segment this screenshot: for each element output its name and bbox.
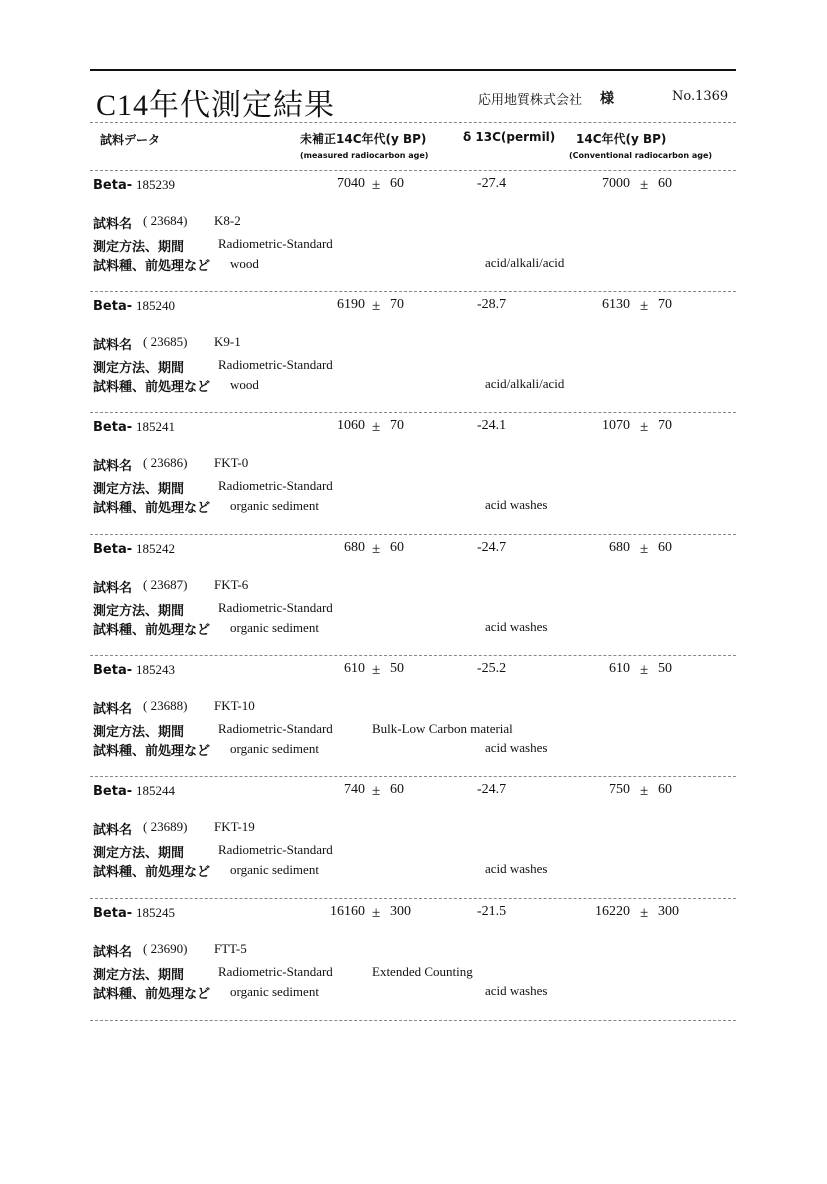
method-value: Radiometric-Standard (218, 721, 333, 736)
beta-number: 185241 (136, 419, 175, 434)
sample-name: FKT-6 (214, 577, 249, 592)
beta-prefix: Beta- (93, 542, 133, 557)
honorific: 様 (600, 91, 614, 107)
sample-name-label: 試料名 (93, 459, 133, 474)
beta-number: 185242 (136, 541, 175, 556)
col-sample-data: 試料データ (100, 133, 161, 147)
delta13c-value: -24.7 (477, 540, 507, 555)
sample-name-label: 試料名 (93, 217, 133, 232)
method-value: Radiometric-Standard (218, 478, 333, 493)
sample-name-label: 試料名 (93, 338, 133, 353)
conventional-error: 60 (658, 176, 672, 191)
material-value: organic sediment (230, 984, 319, 999)
conventional-plus-minus: ± (640, 541, 649, 557)
conventional-age: 680 (609, 540, 630, 555)
beta-number: 185245 (136, 905, 175, 920)
material-label: 試料種、前処理など (93, 987, 211, 1002)
sample-name: FKT-19 (214, 819, 255, 834)
material-value: wood (230, 256, 259, 271)
material-value: organic sediment (230, 862, 319, 877)
col-conventional: 14C年代(y BP) (576, 132, 667, 146)
sample-id: ( 23686) (143, 455, 188, 470)
sample-name: FTT-5 (214, 941, 247, 956)
measured-plus-minus: ± (372, 783, 381, 799)
material-label: 試料種、前処理など (93, 623, 211, 638)
measured-error: 50 (390, 661, 404, 676)
beta-number: 185240 (136, 298, 175, 313)
method-note: Extended Counting (372, 964, 473, 979)
beta-number: 185239 (136, 177, 175, 192)
sample-id: ( 23684) (143, 213, 188, 228)
delta13c-value: -27.4 (477, 176, 507, 191)
measured-plus-minus: ± (372, 419, 381, 435)
sample-name-label: 試料名 (93, 823, 133, 838)
beta-prefix: Beta- (93, 420, 133, 435)
pretreatment-value: acid washes (485, 619, 548, 634)
method-label: 測定方法、期間 (93, 361, 185, 376)
record-separator (90, 898, 736, 899)
pretreatment-value: acid washes (485, 497, 548, 512)
measured-plus-minus: ± (372, 298, 381, 314)
sample-name-label: 試料名 (93, 581, 133, 596)
conventional-plus-minus: ± (640, 298, 649, 314)
measured-error: 60 (390, 782, 404, 797)
pretreatment-value: acid/alkali/acid (485, 255, 565, 270)
conventional-plus-minus: ± (640, 905, 649, 921)
col-delta13c: δ 13C(permil) (463, 130, 556, 144)
beta-number: 185244 (136, 783, 175, 798)
method-label: 測定方法、期間 (93, 725, 185, 740)
conventional-plus-minus: ± (640, 419, 649, 435)
page-title: C14年代測定結果 (96, 89, 336, 122)
sample-name: FKT-0 (214, 455, 249, 470)
beta-prefix: Beta- (93, 299, 133, 314)
sample-id: ( 23687) (143, 577, 188, 592)
method-value: Radiometric-Standard (218, 842, 333, 857)
method-label: 測定方法、期間 (93, 240, 185, 255)
measured-age: 680 (344, 540, 365, 555)
method-note: Bulk-Low Carbon material (372, 721, 513, 736)
bottom-rule (90, 1020, 736, 1021)
pretreatment-value: acid washes (485, 861, 548, 876)
conventional-error: 70 (658, 418, 672, 433)
beta-prefix: Beta- (93, 663, 133, 678)
measured-plus-minus: ± (372, 177, 381, 193)
sample-name: K9-1 (214, 334, 241, 349)
column-header-rule (90, 170, 736, 171)
record-separator (90, 291, 736, 292)
measured-age: 6190 (337, 297, 365, 312)
delta13c-value: -21.5 (477, 904, 507, 919)
measured-age: 1060 (337, 418, 365, 433)
sample-name: FKT-10 (214, 698, 255, 713)
material-label: 試料種、前処理など (93, 259, 211, 274)
method-value: Radiometric-Standard (218, 357, 333, 372)
conventional-age: 16220 (595, 904, 630, 919)
beta-prefix: Beta- (93, 784, 133, 799)
material-label: 試料種、前処理など (93, 865, 211, 880)
pretreatment-value: acid washes (485, 740, 548, 755)
measured-plus-minus: ± (372, 905, 381, 921)
measured-error: 70 (390, 297, 404, 312)
conventional-error: 50 (658, 661, 672, 676)
record-separator (90, 776, 736, 777)
measured-error: 300 (390, 904, 411, 919)
material-label: 試料種、前処理など (93, 380, 211, 395)
method-label: 測定方法、期間 (93, 846, 185, 861)
conventional-error: 60 (658, 540, 672, 555)
conventional-plus-minus: ± (640, 177, 649, 193)
method-value: Radiometric-Standard (218, 236, 333, 251)
delta13c-value: -25.2 (477, 661, 507, 676)
delta13c-value: -24.1 (477, 418, 507, 433)
beta-prefix: Beta- (93, 178, 133, 193)
conventional-error: 70 (658, 297, 672, 312)
material-label: 試料種、前処理など (93, 501, 211, 516)
conventional-age: 6130 (602, 297, 630, 312)
record-separator (90, 412, 736, 413)
method-label: 測定方法、期間 (93, 604, 185, 619)
sample-name: K8-2 (214, 213, 241, 228)
measured-age: 16160 (330, 904, 365, 919)
document-number: No.1369 (672, 89, 729, 104)
header-rule (90, 122, 736, 123)
measured-plus-minus: ± (372, 662, 381, 678)
material-value: organic sediment (230, 741, 319, 756)
pretreatment-value: acid washes (485, 983, 548, 998)
col-conventional-sub: (Conventional radiocarbon age) (569, 151, 713, 160)
company-name: 応用地質株式会社 (478, 93, 583, 108)
measured-plus-minus: ± (372, 541, 381, 557)
conventional-plus-minus: ± (640, 783, 649, 799)
measured-error: 60 (390, 540, 404, 555)
pretreatment-value: acid/alkali/acid (485, 376, 565, 391)
sample-name-label: 試料名 (93, 945, 133, 960)
material-value: organic sediment (230, 498, 319, 513)
sample-id: ( 23690) (143, 941, 188, 956)
record-separator (90, 534, 736, 535)
top-rule (90, 69, 736, 71)
beta-number: 185243 (136, 662, 175, 677)
measured-error: 60 (390, 176, 404, 191)
measured-age: 740 (344, 782, 365, 797)
measured-age: 610 (344, 661, 365, 676)
delta13c-value: -24.7 (477, 782, 507, 797)
col-measured: 未補正14C年代(y BP) (300, 132, 427, 146)
method-label: 測定方法、期間 (93, 968, 185, 983)
sample-id: ( 23689) (143, 819, 188, 834)
measured-error: 70 (390, 418, 404, 433)
sample-id: ( 23688) (143, 698, 188, 713)
record-separator (90, 655, 736, 656)
measured-age: 7040 (337, 176, 365, 191)
conventional-error: 300 (658, 904, 679, 919)
conventional-age: 1070 (602, 418, 630, 433)
beta-prefix: Beta- (93, 906, 133, 921)
conventional-age: 610 (609, 661, 630, 676)
material-value: organic sediment (230, 620, 319, 635)
sample-id: ( 23685) (143, 334, 188, 349)
conventional-age: 7000 (602, 176, 630, 191)
conventional-error: 60 (658, 782, 672, 797)
method-label: 測定方法、期間 (93, 482, 185, 497)
delta13c-value: -28.7 (477, 297, 507, 312)
method-value: Radiometric-Standard (218, 964, 333, 979)
material-label: 試料種、前処理など (93, 744, 211, 759)
sample-name-label: 試料名 (93, 702, 133, 717)
method-value: Radiometric-Standard (218, 600, 333, 615)
col-measured-sub: (measured radiocarbon age) (300, 151, 429, 160)
material-value: wood (230, 377, 259, 392)
conventional-plus-minus: ± (640, 662, 649, 678)
conventional-age: 750 (609, 782, 630, 797)
